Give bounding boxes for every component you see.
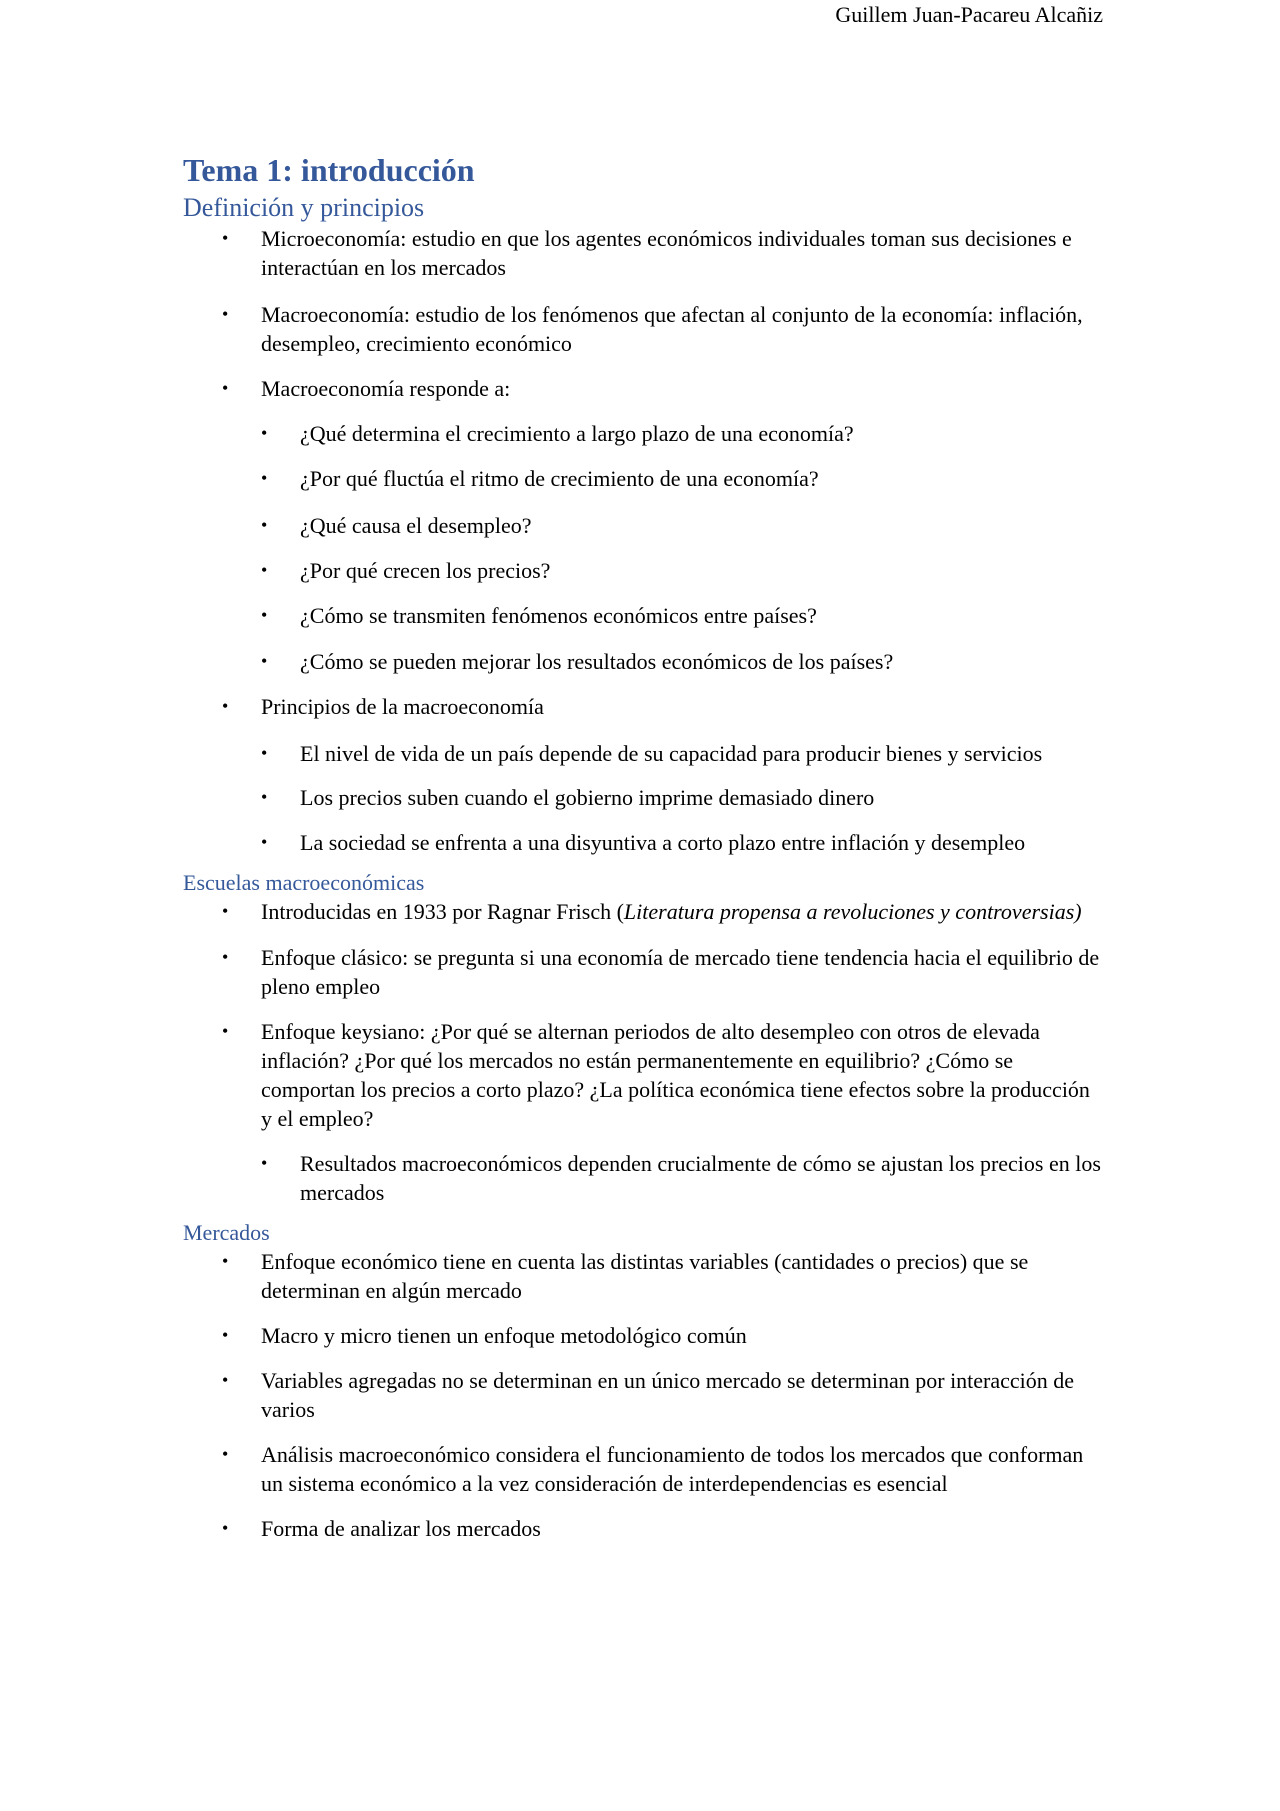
list-item: • Forma de analizar los mercados [222, 1516, 541, 1541]
list-item: • ¿Por qué fluctúa el ritmo de crecimiento de una economía? [261, 466, 819, 491]
bullet-icon: • [261, 1153, 268, 1173]
bullet-icon: • [261, 515, 268, 535]
bullet-icon: • [222, 947, 229, 967]
list-item: • Microeconomía: estudio en que los agentes económicos individuales toman sus decisiones e interactúan en los mercados [222, 226, 1072, 280]
bullet-icon: • [261, 832, 268, 852]
list-item: • Macroeconomía: estudio de los fenómenos que afectan al conjunto de la economía: inflación, desempleo, crecimiento económico [222, 302, 1083, 356]
section-heading-definicion: Definición y principios [183, 193, 425, 222]
bullet-icon: • [222, 378, 229, 398]
bullet-icon: • [222, 1518, 229, 1538]
document-body [183, 150, 1103, 1559]
bullet-icon: • [261, 605, 268, 625]
list-item: • ¿Por qué crecen los precios? [261, 558, 551, 583]
section-heading-escuelas: Escuelas macroeconómicas [183, 870, 425, 895]
bullet-icon: • [261, 468, 268, 488]
bullet-icon: • [261, 651, 268, 671]
list-item: • Macroeconomía responde a: [222, 376, 511, 401]
page-title: Tema 1: introducción [183, 152, 475, 188]
list-item: • Análisis macroeconómico considera el funcionamiento de todos los mercados que conforman un sistema económico a la vez consideración de interdependencias es esencial [222, 1442, 1084, 1496]
bullet-icon: • [222, 1444, 229, 1464]
list-item: • ¿Qué determina el crecimiento a largo plazo de una economía? [261, 421, 854, 446]
bullet-icon: • [261, 560, 268, 580]
list-item: • ¿Cómo se pueden mejorar los resultados económicos de los países? [261, 649, 894, 674]
list-item: • ¿Qué causa el desempleo? [261, 513, 532, 538]
bullet-icon: • [222, 901, 229, 921]
list-item: • Enfoque keysiano: ¿Por qué se alternan periodos de alto desempleo con otros de elevada inflación? ¿Por qué los mercados no están permanentemente en equilibrio? ¿Cómo se comportan los precios a corto plazo? ¿La política económica tiene efectos sobre la producción y el empleo? [222, 1019, 1090, 1131]
list-item: • Variables agregadas no se determinan en un único mercado se determinan por interacción de varios [222, 1368, 1075, 1422]
list-mercados [183, 1247, 1103, 1543]
bullet-icon: • [222, 1325, 229, 1345]
bullet-icon: • [261, 423, 268, 443]
list-item: • Enfoque clásico: se pregunta si una economía de mercado tiene tendencia hacia el equilibrio de pleno empleo [222, 945, 1100, 999]
list-item: • La sociedad se enfrenta a una disyuntiva a corto plazo entre inflación y desempleo [261, 830, 1026, 855]
bullet-icon: • [222, 304, 229, 324]
list-item: • Resultados macroeconómicos dependen crucialmente de cómo se ajustan los precios en los mercados [261, 1151, 1101, 1205]
bullet-icon: • [222, 1370, 229, 1390]
author-header: Guillem Juan-Pacareu Alcañiz [835, 2, 1103, 27]
list-item: • Enfoque económico tiene en cuenta las distintas variables (cantidades o precios) que se determinan en algún mercado [222, 1249, 1029, 1303]
bullet-icon: • [261, 787, 268, 807]
list-item: • Los precios suben cuando el gobierno imprime demasiado dinero [261, 785, 875, 810]
list-item: • Macro y micro tienen un enfoque metodológico común [222, 1323, 747, 1348]
list-item: • Principios de la macroeconomía [222, 694, 544, 719]
list-item: • Introducidas en 1933 por Ragnar Frisch (Literatura propensa a revoluciones y controversias) [222, 899, 1082, 924]
list-escuelas [183, 897, 1103, 1207]
bullet-icon: • [261, 743, 268, 763]
bullet-icon: • [222, 696, 229, 716]
list-item: • El nivel de vida de un país depende de su capacidad para producir bienes y servicios [261, 741, 1043, 766]
bullet-icon: • [222, 228, 229, 248]
bullet-icon: • [222, 1251, 229, 1271]
list-definicion [183, 224, 1103, 857]
section-heading-mercados: Mercados [183, 1220, 270, 1245]
bullet-icon: • [222, 1021, 229, 1041]
list-item: • ¿Cómo se transmiten fenómenos económicos entre países? [261, 603, 817, 628]
